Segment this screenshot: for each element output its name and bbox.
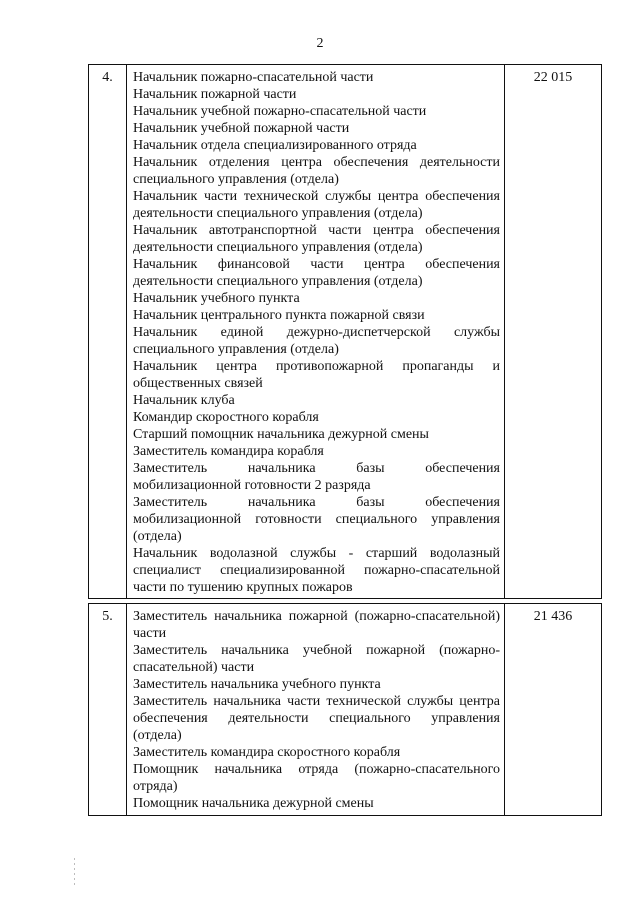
post-title: Заместитель начальника учебного пункта — [133, 677, 381, 692]
salary-table — [88, 64, 602, 816]
row-number: 4. — [89, 65, 127, 598]
post-title: Начальник пожарно-спасательной части — [133, 70, 374, 85]
post-title: Заместитель начальника базы обеспечения мобилизационной готовности специального управления (отдела) — [133, 495, 500, 544]
page-number: 2 — [316, 36, 324, 51]
post-title: Начальник единой дежурно-диспетчерской службы специального управления (отдела) — [133, 325, 500, 357]
post-title: Начальник отдела специализированного отряда — [133, 138, 417, 153]
post-list — [127, 65, 505, 598]
post-title: Заместитель начальника базы обеспечения мобилизационной готовности 2 разряда — [133, 461, 500, 493]
post-title: Начальник водолазной службы - старший водолазный специалист специализированной пожарно-спасательной части по тушению крупных пожаров — [133, 546, 500, 595]
scan-artifact — [74, 858, 75, 888]
salary-value: 22 015 — [533, 70, 573, 85]
post-title: Начальник автотранспортной части центра обеспечения деятельности специального управления (отдела) — [133, 223, 500, 255]
post-title: Начальник пожарной части — [133, 87, 297, 102]
post-title: Заместитель начальника пожарной (пожарно-спасательной) части — [133, 609, 500, 641]
post-title: Начальник учебной пожарной части — [133, 121, 350, 136]
post-title: Начальник части технической службы центра обеспечения деятельности специального управления (отдела) — [133, 189, 500, 221]
post-title: Командир скоростного корабля — [133, 410, 319, 425]
post-title: Начальник центрального пункта пожарной связи — [133, 308, 425, 323]
post-title: Старший помощник начальника дежурной смены — [133, 427, 429, 442]
table-row — [88, 64, 602, 599]
post-title: Заместитель командира корабля — [133, 444, 324, 459]
post-title: Начальник отделения центра обеспечения деятельности специального управления (отдела) — [133, 155, 500, 187]
post-title: Начальник финансовой части центра обеспечения деятельности специального управления (отдела) — [133, 257, 500, 289]
post-title: Заместитель командира скоростного корабля — [133, 745, 401, 760]
salary-value: 21 436 — [533, 609, 573, 624]
post-title: Помощник начальника дежурной смены — [133, 796, 374, 811]
post-title: Заместитель начальника учебной пожарной (пожарно-спасательной) части — [133, 643, 500, 675]
post-title: Начальник учебной пожарно-спасательной части — [133, 104, 427, 119]
post-title: Заместитель начальника части технической службы центра обеспечения деятельности специального управления (отдела) — [133, 694, 500, 743]
table-row — [88, 603, 602, 816]
post-title: Помощник начальника отряда (пожарно-спасательного отряда) — [133, 762, 500, 794]
post-title: Начальник центра противопожарной пропаганды и общественных связей — [133, 359, 500, 391]
post-list — [127, 604, 505, 815]
post-title: Начальник клуба — [133, 393, 235, 408]
row-number: 5. — [89, 604, 127, 815]
post-title: Начальник учебного пункта — [133, 291, 300, 306]
